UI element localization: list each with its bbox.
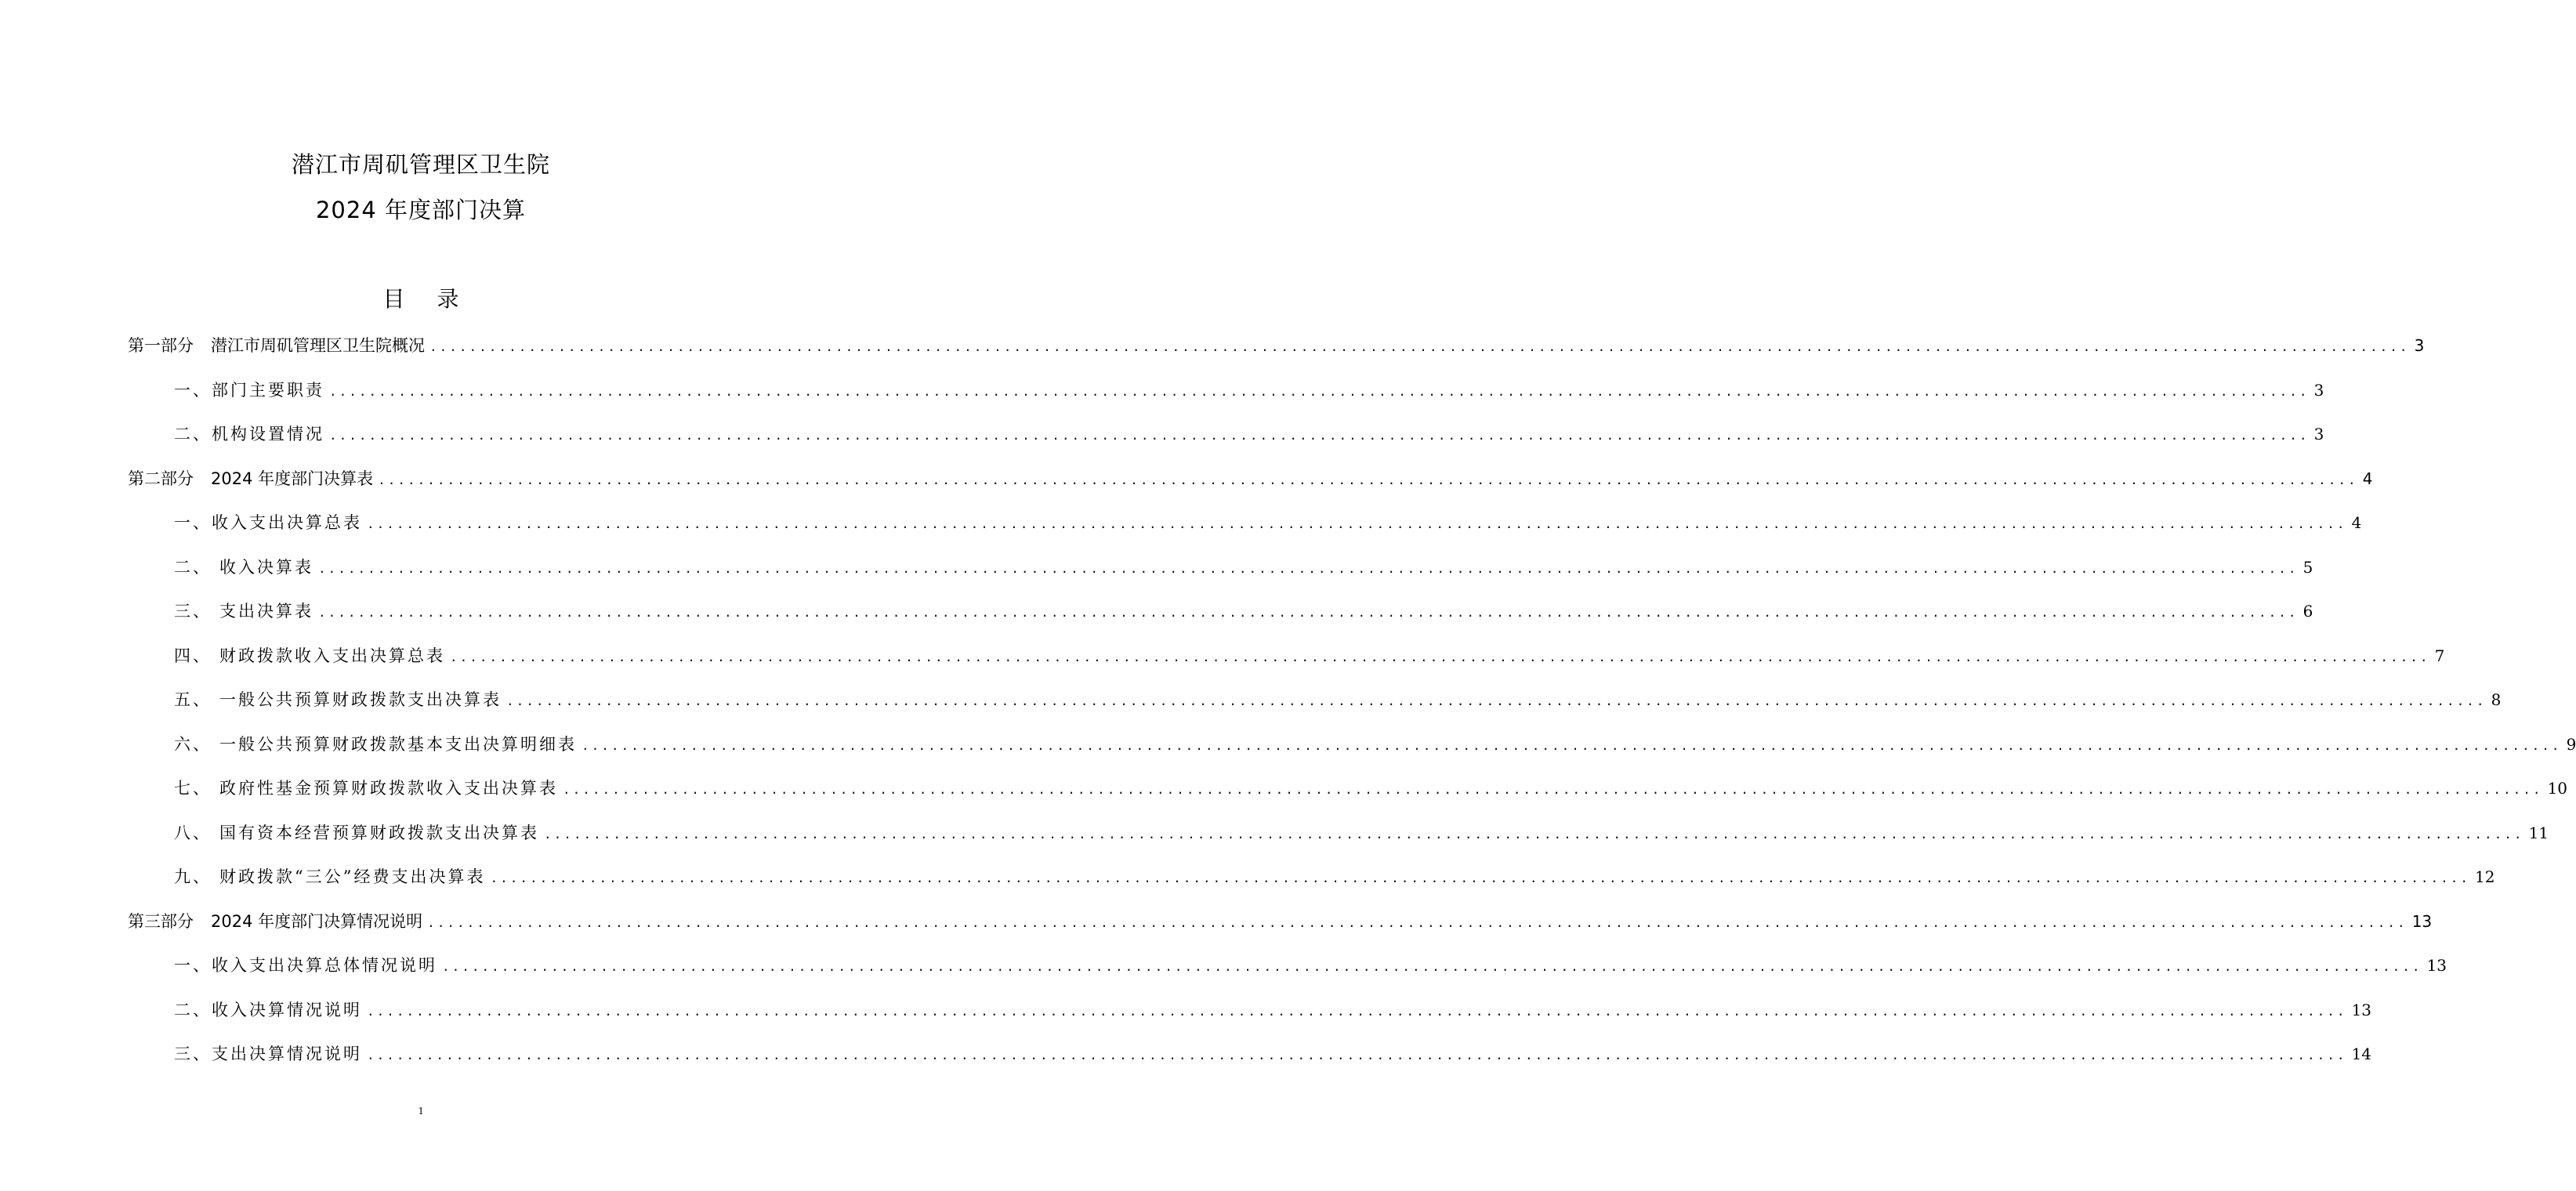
toc-subsection-entry[interactable] bbox=[174, 776, 2568, 801]
toc-entry-prefix: 九、 bbox=[174, 867, 212, 886]
toc-entry-prefix: 一、 bbox=[174, 513, 212, 532]
toc-entry-label bbox=[174, 643, 445, 668]
toc-entry-page-number: 13 bbox=[2351, 1001, 2372, 1019]
toc-entry-prefix: 六、 bbox=[174, 735, 212, 754]
toc-entry-prefix: 二、 bbox=[174, 558, 212, 577]
toc-dot-leader: ........................................................................................................................................................................................................ bbox=[318, 605, 2299, 620]
toc-dot-leader: ........................................................................................................................................................................................................ bbox=[329, 428, 2310, 443]
toc-entry-prefix: 第二部分 bbox=[128, 469, 194, 488]
toc-entry-text: 一般公共预算财政拨款基本支出决算明细表 bbox=[219, 735, 577, 754]
toc-entry-label bbox=[174, 732, 577, 757]
toc-subsection-entry[interactable] bbox=[174, 864, 2495, 889]
toc-dot-leader: ........................................................................................................................................................................................................ bbox=[450, 650, 2430, 664]
toc-dot-leader: ........................................................................................................................................................................................................ bbox=[367, 1048, 2347, 1062]
toc-dot-leader: ........................................................................................................................................................................................................ bbox=[329, 384, 2310, 399]
toc-subsection-entry[interactable] bbox=[174, 1041, 2372, 1066]
toc-dot-leader: ........................................................................................................................................................................................................ bbox=[429, 339, 2410, 354]
toc-entry-text: 收入支出决算总体情况说明 bbox=[212, 956, 437, 975]
toc-dot-leader: ........................................................................................................................................................................................................ bbox=[427, 915, 2408, 930]
toc-dot-leader: ........................................................................................................................................................................................................ bbox=[582, 738, 2562, 753]
toc-dot-leader: ........................................................................................................................................................................................................ bbox=[378, 472, 2358, 487]
toc-entry-prefix: 七、 bbox=[174, 779, 212, 798]
toc-entry-page-number: 3 bbox=[2313, 425, 2324, 443]
toc-dot-leader: ........................................................................................................................................................................................................ bbox=[506, 693, 2487, 708]
toc-entry-page-number: 7 bbox=[2434, 646, 2445, 665]
toc-entry-prefix: 二、 bbox=[174, 425, 212, 443]
toc-entry-text: 收入支出决算总表 bbox=[212, 513, 362, 532]
toc-subsection-entry[interactable] bbox=[174, 820, 2549, 845]
toc-entry-text: 机构设置情况 bbox=[212, 425, 324, 443]
toc-entry-text: 部门主要职责 bbox=[212, 381, 324, 400]
toc-entry-prefix: 第三部分 bbox=[128, 912, 194, 931]
toc-entry-label bbox=[174, 953, 437, 978]
toc-subsection-entry[interactable] bbox=[174, 687, 2502, 712]
toc-entry-prefix: 八、 bbox=[174, 824, 212, 842]
document-title: 潜江市周矶管理区卫生院 bbox=[291, 151, 550, 178]
toc-entry-page-number: 13 bbox=[2411, 912, 2433, 931]
toc-subsection-entry[interactable] bbox=[174, 732, 2576, 757]
toc-entry-label bbox=[174, 599, 313, 624]
toc-entry-page-number: 13 bbox=[2426, 956, 2447, 975]
toc-entry-prefix: 三、 bbox=[174, 602, 212, 621]
toc-heading: 目 录 bbox=[382, 286, 472, 312]
toc-subsection-entry[interactable] bbox=[174, 422, 2324, 447]
toc-entry-prefix: 三、 bbox=[174, 1044, 212, 1063]
toc-entry-prefix: 一、 bbox=[174, 381, 212, 400]
toc-subsection-entry[interactable] bbox=[174, 378, 2324, 403]
toc-entry-label bbox=[128, 333, 425, 358]
toc-entry-text: 支出决算表 bbox=[219, 602, 313, 621]
toc-entry-text: 财政拨款收入支出决算总表 bbox=[219, 646, 445, 665]
document-subtitle: 2024 年度部门决算 bbox=[315, 197, 527, 223]
toc-entry-label bbox=[128, 466, 373, 491]
toc-subsection-entry[interactable] bbox=[174, 510, 2362, 535]
toc-subsection-entry[interactable] bbox=[174, 953, 2447, 978]
toc-entry-text: 收入决算情况说明 bbox=[212, 1001, 362, 1019]
toc-entry-page-number: 6 bbox=[2302, 602, 2313, 621]
toc-dot-leader: ........................................................................................................................................................................................................ bbox=[318, 561, 2299, 576]
toc-entry-text: 潜江市周矶管理区卫生院概况 bbox=[211, 336, 425, 355]
toc-entry-text: 一般公共预算财政拨款支出决算表 bbox=[219, 690, 502, 709]
toc-dot-leader: ........................................................................................................................................................................................................ bbox=[563, 782, 2543, 797]
toc-entry-page-number: 12 bbox=[2475, 867, 2495, 886]
toc-entry-page-number: 11 bbox=[2528, 824, 2549, 842]
toc-subsection-entry[interactable] bbox=[174, 599, 2313, 624]
toc-dot-leader: ........................................................................................................................................................................................................ bbox=[490, 871, 2471, 885]
toc-entry-text: 收入决算表 bbox=[219, 558, 313, 577]
toc-entry-text: 国有资本经营预算财政拨款支出决算表 bbox=[219, 824, 539, 842]
toc-entry-page-number: 9 bbox=[2566, 735, 2576, 754]
toc-entry-page-number: 5 bbox=[2302, 558, 2313, 577]
toc-subsection-entry[interactable] bbox=[174, 997, 2372, 1023]
toc-entry-label bbox=[174, 555, 313, 580]
toc-entry-label bbox=[174, 864, 485, 889]
toc-entry-text: 财政拨款“三公”经费支出决算表 bbox=[219, 867, 486, 886]
toc-dot-leader: ........................................................................................................................................................................................................ bbox=[367, 516, 2347, 531]
toc-entry-label bbox=[174, 687, 502, 712]
toc-entry-prefix: 五、 bbox=[174, 690, 212, 709]
toc-entry-prefix: 一、 bbox=[174, 956, 212, 975]
toc-section-entry[interactable] bbox=[128, 466, 2373, 491]
toc-entry-text: 2024 年度部门决算表 bbox=[211, 469, 374, 488]
toc-entry-page-number: 4 bbox=[2362, 469, 2373, 488]
toc-subsection-entry[interactable] bbox=[174, 555, 2313, 580]
toc-dot-leader: ........................................................................................................................................................................................................ bbox=[442, 959, 2422, 974]
toc-entry-prefix: 四、 bbox=[174, 646, 212, 665]
toc-dot-leader: ........................................................................................................................................................................................................ bbox=[544, 827, 2524, 842]
footer-page-number: 1 bbox=[418, 1106, 424, 1117]
toc-dot-leader: ........................................................................................................................................................................................................ bbox=[367, 1004, 2347, 1019]
toc-subsection-entry[interactable] bbox=[174, 643, 2445, 668]
toc-entry-label bbox=[174, 1041, 362, 1066]
toc-entry-page-number: 14 bbox=[2351, 1044, 2372, 1063]
toc-entry-label bbox=[174, 510, 362, 535]
toc-section-entry[interactable] bbox=[128, 333, 2425, 358]
toc-entry-page-number: 8 bbox=[2491, 690, 2502, 709]
toc-entry-label bbox=[174, 997, 362, 1023]
toc-entry-text: 2024 年度部门决算情况说明 bbox=[211, 912, 423, 931]
toc-entry-text: 政府性基金预算财政拨款收入支出决算表 bbox=[219, 779, 558, 798]
toc-entry-page-number: 3 bbox=[2414, 336, 2425, 355]
toc-entry-label bbox=[174, 820, 539, 845]
toc-entry-page-number: 4 bbox=[2351, 513, 2362, 532]
toc-entry-label bbox=[128, 909, 422, 934]
toc-entry-page-number: 3 bbox=[2313, 381, 2324, 400]
toc-entry-label bbox=[174, 776, 558, 801]
toc-entry-label bbox=[174, 422, 324, 447]
toc-entry-prefix: 二、 bbox=[174, 1001, 212, 1019]
toc-entry-label bbox=[174, 378, 324, 403]
toc-entry-prefix: 第一部分 bbox=[128, 336, 194, 355]
toc-entry-page-number: 10 bbox=[2547, 779, 2568, 798]
toc-entry-text: 支出决算情况说明 bbox=[212, 1044, 362, 1063]
toc-section-entry[interactable] bbox=[128, 909, 2433, 934]
